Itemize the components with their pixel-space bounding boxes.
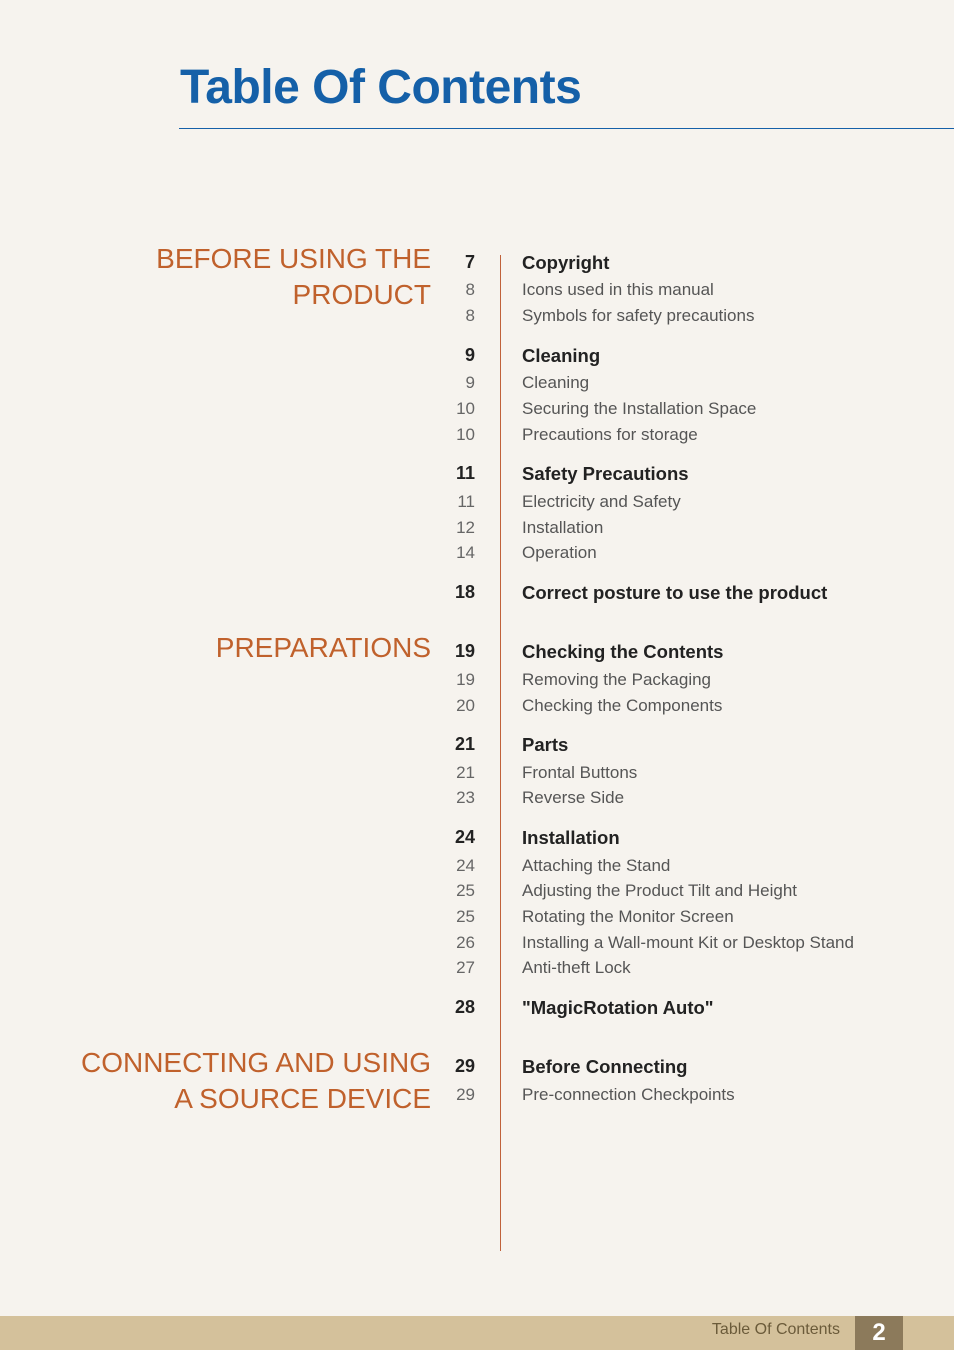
toc-entry-label: Checking the Components (522, 696, 723, 715)
toc-entry[interactable] (0, 345, 954, 371)
toc-entry[interactable] (0, 543, 954, 569)
toc-entry-label: Cleaning (522, 345, 601, 366)
toc-entry-label: Securing the Installation Space (522, 399, 757, 418)
toc-entry[interactable] (0, 763, 954, 789)
toc-entry[interactable] (0, 1056, 954, 1082)
toc-page-number: 25 (456, 907, 475, 926)
toc-page-number: 7 (464, 252, 475, 272)
toc-entry-label: Icons used in this manual (522, 280, 714, 299)
toc-entry-label: Electricity and Safety (522, 492, 681, 511)
toc-entry-label: Reverse Side (522, 788, 625, 807)
toc-page-number: 11 (457, 492, 475, 511)
toc-entry-label: Copyright (522, 252, 610, 273)
toc-page-number: 24 (456, 856, 475, 875)
toc-entry-label: Before Connecting (522, 1056, 688, 1077)
toc-page-number: 29 (454, 1056, 475, 1076)
toc-page-number: 8 (465, 306, 475, 325)
toc-entry[interactable] (0, 252, 954, 278)
page-title: Table Of Contents (180, 61, 582, 114)
toc-entry[interactable] (0, 958, 954, 984)
toc-entry[interactable] (0, 373, 954, 399)
toc-page-number: 9 (464, 345, 475, 365)
toc-entry[interactable] (0, 641, 954, 667)
toc-page-number: 19 (456, 670, 475, 689)
toc-entry[interactable] (0, 670, 954, 696)
toc-entry-label: Anti-theft Lock (522, 958, 631, 977)
toc-entry-label: Installing a Wall-mount Kit or Desktop Stand (522, 933, 854, 952)
toc-entry-label: Safety Precautions (522, 463, 689, 484)
toc-entry[interactable] (0, 827, 954, 853)
section-title-line: PRODUCT (292, 279, 431, 310)
toc-entry-label: Pre-connection Checkpoints (522, 1085, 735, 1104)
toc-page-number: 10 (456, 399, 475, 418)
toc-entry-label: Checking the Contents (522, 641, 724, 662)
toc-entry[interactable] (0, 933, 954, 959)
toc-entry-label: Correct posture to use the product (522, 582, 828, 603)
toc-entry[interactable] (0, 881, 954, 907)
toc-entry[interactable] (0, 997, 954, 1023)
toc-page-number: 25 (456, 881, 475, 900)
toc-page-number: 10 (456, 425, 475, 444)
toc-page-number: 29 (456, 1085, 475, 1104)
toc-page-number: 21 (454, 734, 475, 754)
toc-entry[interactable] (0, 425, 954, 451)
section-title-line: PREPARATIONS (215, 632, 431, 663)
toc-entry[interactable] (0, 399, 954, 425)
toc-page-number: 23 (456, 788, 475, 807)
toc-entry[interactable] (0, 788, 954, 814)
toc-page-number: 27 (456, 958, 475, 977)
toc-entry[interactable] (0, 582, 954, 608)
toc-entry-label: Installation (522, 518, 604, 537)
toc-page-number: 24 (454, 827, 475, 847)
toc-entry[interactable] (0, 734, 954, 760)
toc-entry-label: Symbols for safety precautions (522, 306, 755, 325)
toc-entry[interactable] (0, 492, 954, 518)
toc-page-number: 14 (456, 543, 475, 562)
toc-entry[interactable] (0, 856, 954, 882)
toc-page-number: 20 (456, 696, 475, 715)
toc-page-number: 8 (465, 280, 475, 299)
toc-page-number: 9 (465, 373, 475, 392)
toc-entry-label: Attaching the Stand (522, 856, 671, 875)
toc-entry[interactable] (0, 518, 954, 544)
toc-entry-label: Installation (522, 827, 620, 848)
toc-page-number: 19 (454, 641, 475, 661)
page-number: 2 (855, 1316, 903, 1350)
toc-entry-label: Rotating the Monitor Screen (522, 907, 734, 926)
toc-entry-label: "MagicRotation Auto" (522, 997, 714, 1018)
toc-page-number: 11 (455, 463, 475, 483)
section-title-line: A SOURCE DEVICE (174, 1083, 431, 1114)
footer-bar (0, 1316, 954, 1350)
toc-entry-label: Operation (522, 543, 597, 562)
section-title-line: BEFORE USING THE (156, 243, 431, 274)
toc-page-number: 26 (456, 933, 475, 952)
toc-entry-label: Frontal Buttons (522, 763, 638, 782)
toc-entry-label: Removing the Packaging (522, 670, 712, 689)
toc-page-number: 18 (454, 582, 475, 602)
toc-entry[interactable] (0, 1085, 954, 1111)
toc-entry[interactable] (0, 306, 954, 332)
toc-entry[interactable] (0, 696, 954, 722)
toc-entry[interactable] (0, 907, 954, 933)
toc-page-number: 28 (454, 997, 475, 1017)
toc-entry[interactable] (0, 463, 954, 489)
toc-entry-label: Cleaning (522, 373, 590, 392)
toc-page-number: 12 (456, 518, 475, 537)
toc-page-number: 21 (456, 763, 475, 782)
toc-entry-label: Parts (522, 734, 569, 755)
toc-entry[interactable] (0, 280, 954, 306)
toc-entry-label: Precautions for storage (522, 425, 698, 444)
toc-entry-label: Adjusting the Product Tilt and Height (522, 881, 797, 900)
title-underline (179, 128, 954, 129)
footer-label: Table Of Contents (711, 1321, 840, 1338)
section-title-line: CONNECTING AND USING (80, 1047, 431, 1078)
